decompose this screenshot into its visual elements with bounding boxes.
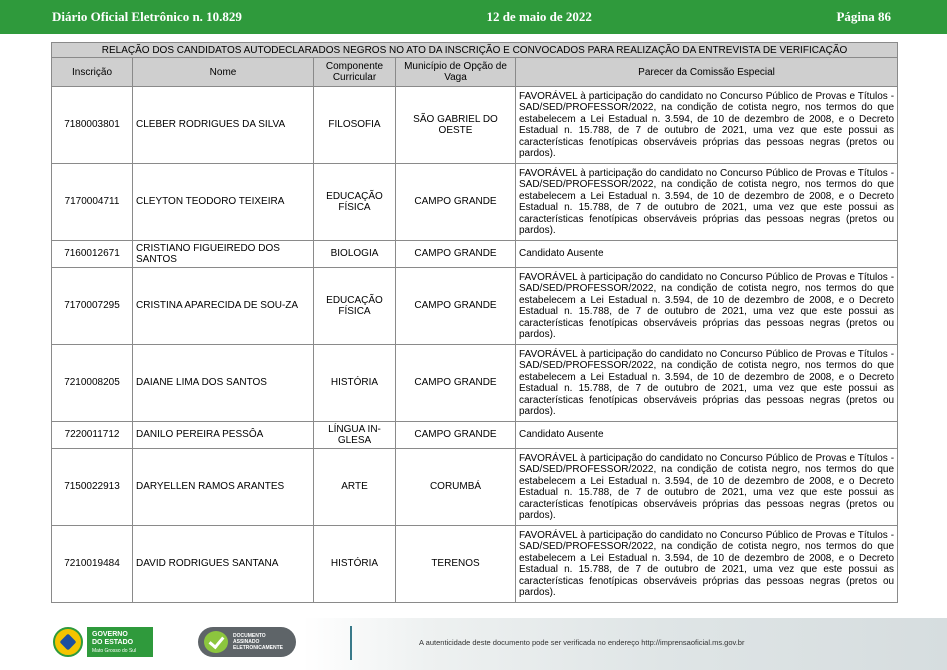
badge-text: [233, 633, 283, 651]
cell-inscricao: 7210019484: [52, 526, 133, 603]
journal-title: Diário Oficial Eletrônico n. 10.829: [52, 9, 242, 24]
page-footer: [0, 618, 947, 670]
cell-inscricao: 7180003801: [52, 87, 133, 164]
cell-nome: DAVID RODRIGUES SANTANA: [133, 526, 314, 603]
column-header-nome: Nome: [133, 58, 314, 87]
cell-nome: DANILO PEREIRA PESSÔA: [133, 422, 314, 449]
cell-parecer: FAVORÁVEL à participação do candidato no Concurso Público de Provas e Títulos - SAD/SED/PROFESSOR/2022, na condição de cotista negro, nos termos do que estabelecem a Lei Estadual n. 3.594, de 10 de dezembro de 2008, e o Decreto Estadual n. 15.788, de 7 de outubro de 2021, uma vez que este possui as características fenotípicas observáveis próprias das pessoas negras (pretos ou pardos).: [516, 87, 898, 164]
cell-municipio: CAMPO GRANDE: [396, 422, 516, 449]
cell-inscricao: 7160012671: [52, 241, 133, 268]
cell-municipio: CORUMBÁ: [396, 449, 516, 526]
cell-nome: CRISTIANO FIGUEIREDO DOS SANTOS: [133, 241, 314, 268]
gov-line-2: DO ESTADO: [92, 639, 134, 646]
cell-inscricao: 7170004711: [52, 164, 133, 241]
cell-componente: EDUCAÇÃO FÍSICA: [314, 268, 396, 345]
page-number: Página 86: [836, 9, 891, 24]
checkmark-icon: [204, 631, 228, 653]
cell-componente: FILOSOFIA: [314, 87, 396, 164]
badge-line-3: ELETRONICAMENTE: [233, 645, 283, 651]
cell-parecer: Candidato Ausente: [516, 422, 898, 449]
signed-document-badge: [198, 627, 296, 657]
table-row: [52, 268, 898, 345]
cell-municipio: CAMPO GRANDE: [396, 268, 516, 345]
candidates-table-wrapper: [51, 42, 897, 603]
journal-header: [0, 0, 947, 34]
cell-nome: CLEYTON TEODORO TEIXEIRA: [133, 164, 314, 241]
cell-parecer: Candidato Ausente: [516, 241, 898, 268]
government-logo: [53, 627, 153, 657]
cell-componente: ARTE: [314, 449, 396, 526]
cell-parecer: FAVORÁVEL à participação do candidato no Concurso Público de Provas e Títulos - SAD/SED/PROFESSOR/2022, na condição de cotista negro, nos termos do que estabelecem a Lei Estadual n. 3.594, de 10 de dezembro de 2008, e o Decreto Estadual n. 15.788, de 7 de outubro de 2021, uma vez que este possui as características fenotípicas observáveis próprias das pessoas negras (pretos ou pardos).: [516, 164, 898, 241]
government-label: [87, 627, 153, 657]
column-header-parecer: Parecer da Comissão Especial: [516, 58, 898, 87]
table-row: [52, 241, 898, 268]
gov-line-1: GOVERNO: [92, 631, 128, 638]
table-row: [52, 345, 898, 422]
cell-inscricao: 7150022913: [52, 449, 133, 526]
cell-componente: EDUCAÇÃO FÍSICA: [314, 164, 396, 241]
column-header-municipio: Município de Opção de Vaga: [396, 58, 516, 87]
cell-municipio: CAMPO GRANDE: [396, 241, 516, 268]
table-caption: RELAÇÃO DOS CANDIDATOS AUTODECLARADOS NEGROS NO ATO DA INSCRIÇÃO E CONVOCADOS PARA REALIZAÇÃO DA ENTREVISTA DE VERIFICAÇÃO: [52, 43, 898, 58]
column-header-inscricao: Inscrição: [52, 58, 133, 87]
candidates-table: [51, 42, 898, 603]
table-row: [52, 422, 898, 449]
badge-line-1: DOCUMENTO: [233, 633, 266, 639]
table-row: [52, 449, 898, 526]
cell-componente: HISTÓRIA: [314, 526, 396, 603]
footer-divider: [350, 626, 352, 660]
cell-parecer: FAVORÁVEL à participação do candidato no Concurso Público de Provas e Títulos - SAD/SED/PROFESSOR/2022, na condição de cotista negro, nos termos do que estabelecem a Lei Estadual n. 3.594, de 10 de dezembro de 2008, e o Decreto Estadual n. 15.788, de 7 de outubro de 2021, uma vez que este possui as características fenotípicas observáveis próprias das pessoas negras (pretos ou pardos).: [516, 268, 898, 345]
cell-municipio: SÃO GABRIEL DO OESTE: [396, 87, 516, 164]
column-header-componente: Componente Curricular: [314, 58, 396, 87]
state-seal-icon: [53, 627, 83, 657]
cell-municipio: TERENOS: [396, 526, 516, 603]
cell-nome: CLEBER RODRIGUES DA SILVA: [133, 87, 314, 164]
cell-parecer: FAVORÁVEL à participação do candidato no Concurso Público de Provas e Títulos - SAD/SED/PROFESSOR/2022, na condição de cotista negro, nos termos do que estabelecem a Lei Estadual n. 3.594, de 10 de dezembro de 2008, e o Decreto Estadual n. 15.788, de 7 de outubro de 2021, uma vez que este possui as características fenotípicas observáveis próprias das pessoas negras (pretos ou pardos).: [516, 449, 898, 526]
table-row: [52, 164, 898, 241]
cell-parecer: FAVORÁVEL à participação do candidato no Concurso Público de Provas e Títulos - SAD/SED/PROFESSOR/2022, na condição de cotista negro, nos termos do que estabelecem a Lei Estadual n. 3.594, de 10 de dezembro de 2008, e o Decreto Estadual n. 15.788, de 7 de outubro de 2021, uma vez que este possui as características fenotípicas observáveis próprias das pessoas negras (pretos ou pardos).: [516, 345, 898, 422]
cell-municipio: CAMPO GRANDE: [396, 345, 516, 422]
cell-parecer: FAVORÁVEL à participação do candidato no Concurso Público de Provas e Títulos - SAD/SED/PROFESSOR/2022, na condição de cotista negro, nos termos do que estabelecem a Lei Estadual n. 3.594, de 10 de dezembro de 2008, e o Decreto Estadual n. 15.788, de 7 de outubro de 2021, uma vez que este possui as características fenotípicas observáveis próprias das pessoas negras (pretos ou pardos).: [516, 526, 898, 603]
gov-line-3: Mato Grosso do Sul: [92, 648, 137, 654]
cell-componente: HISTÓRIA: [314, 345, 396, 422]
badge-line-2: ASSINADO: [233, 639, 260, 645]
cell-municipio: CAMPO GRANDE: [396, 164, 516, 241]
cell-nome: DAIANE LIMA DOS SANTOS: [133, 345, 314, 422]
cell-nome: DARYELLEN RAMOS ARANTES: [133, 449, 314, 526]
table-row: [52, 526, 898, 603]
authenticity-notice: A autenticidade deste documento pode ser verificada no endereço http://imprensaoficial.ms.gov.br: [419, 638, 745, 647]
cell-inscricao: 7210008205: [52, 345, 133, 422]
cell-inscricao: 7220011712: [52, 422, 133, 449]
cell-componente: BIOLOGIA: [314, 241, 396, 268]
cell-nome: CRISTINA APARECIDA DE SOU-ZA: [133, 268, 314, 345]
table-row: [52, 87, 898, 164]
cell-inscricao: 7170007295: [52, 268, 133, 345]
publication-date: 12 de maio de 2022: [486, 9, 592, 24]
cell-componente: LÍNGUA IN-GLESA: [314, 422, 396, 449]
